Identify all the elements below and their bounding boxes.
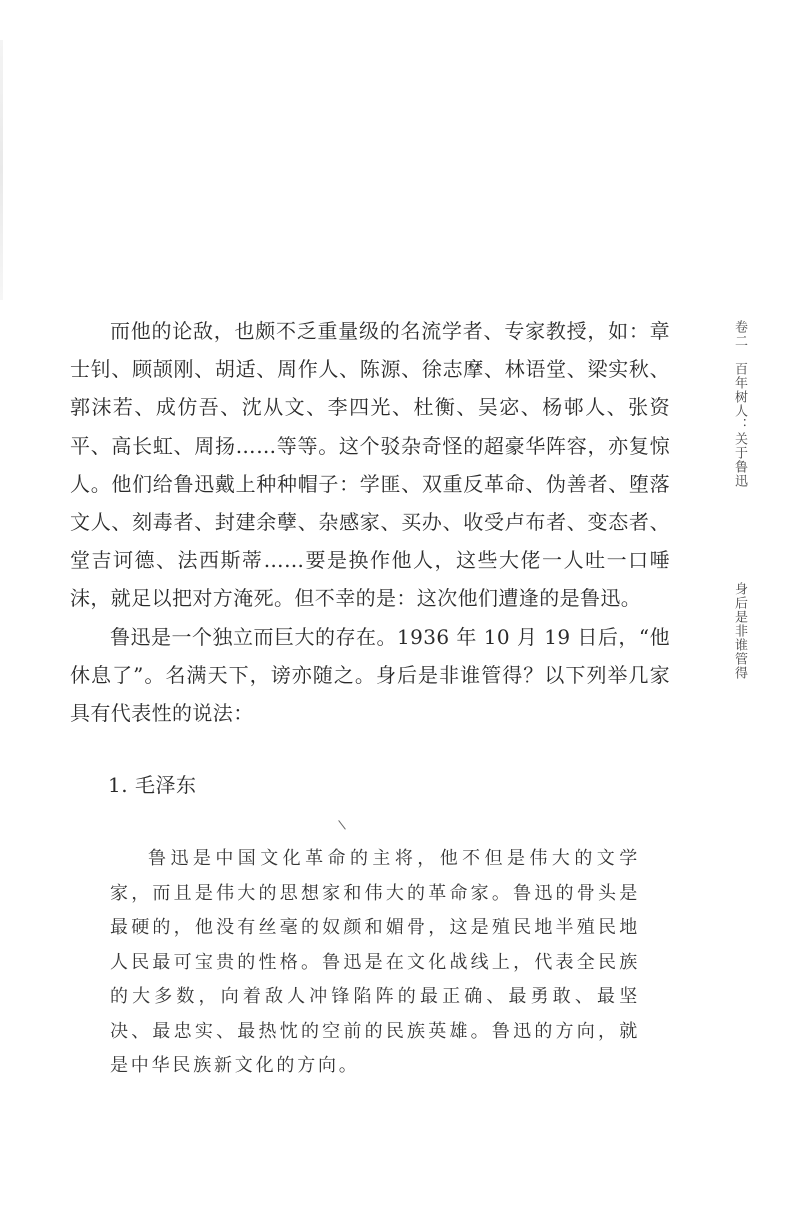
- quote-text: 鲁迅是中国文化革命的主将，他不但是伟大的文学家，而且是伟大的思想家和伟大的革命家。鲁迅的骨头是最硬的，他没有丝毫的奴颜和媚骨，这是殖民地半殖民地人民最可宝贵的性格。鲁迅是在文化战线上，代表全民族的大多数，向着敌人冲锋陷阵的最正确、最勇敢、最坚决、最忠实、最热忱的空前的民族英雄。鲁迅的方向，就是中华民族新文化的方向。: [110, 848, 640, 1076]
- running-header-chapter: 身后是非谁管得: [732, 582, 747, 680]
- page-edge-shadow: [0, 40, 3, 300]
- stray-mark: \: [337, 817, 347, 834]
- section-heading: 1. 毛泽东: [108, 773, 197, 797]
- block-quote: [110, 842, 640, 1084]
- body-text: [70, 312, 670, 732]
- paragraph-opponents: 而他的论敌，也颇不乏重量级的名流学者、专家教授，如：章士钊、顾颉刚、胡适、周作人、陈源、徐志摩、林语堂、梁实秋、郭沫若、成仿吾、沈从文、李四光、杜衡、吴宓、杨邨人、张资平、高长虹、周扬……等等。这个驳杂奇怪的超豪华阵容，亦复惊人。他们给鲁迅戴上种种帽子：学匪、双重反革命、伪善者、堕落文人、刻毒者、封建余孽、杂感家、买办、收受卢布者、变态者、堂吉诃德、法西斯蒂……要是换作他人，这些大佬一人吐一口唾沫，就足以把对方淹死。但不幸的是：这次他们遭逢的是鲁迅。: [70, 319, 670, 611]
- running-header-volume: 卷二 百年树人：关于鲁迅: [732, 320, 747, 488]
- paragraph-after-death: 鲁迅是一个独立而巨大的存在。1936 年 10 月 19 日后，“他休息了”。名满天下，谤亦随之。身后是非谁管得？以下列举几家具有代表性的说法：: [70, 624, 670, 726]
